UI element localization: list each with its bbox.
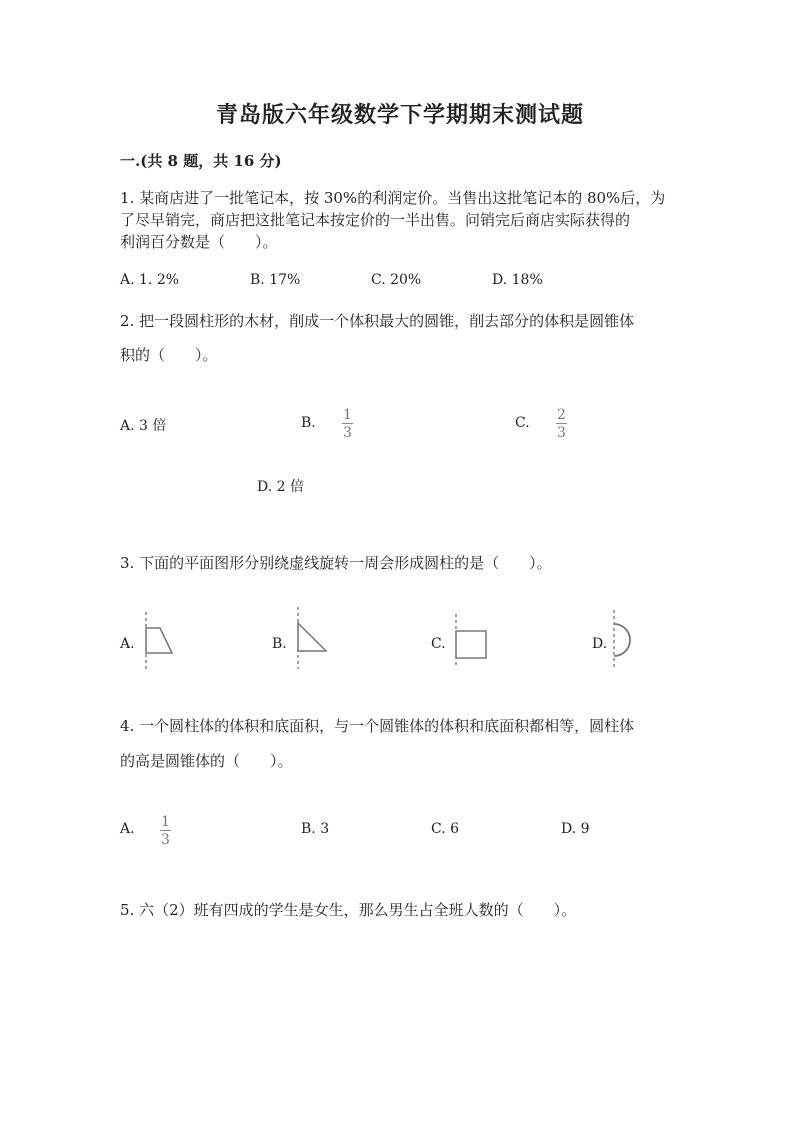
question-4-option-b[interactable]: B. 3 [301, 821, 330, 837]
question-2-option-c[interactable] [515, 415, 530, 431]
fraction-bar [160, 830, 171, 831]
fraction-numerator: 2 [557, 407, 566, 423]
page-title: 青岛版六年级数学下学期期末测试题 [215, 102, 584, 128]
rectangle-figure [450, 612, 490, 670]
question-4-option-c[interactable]: C. 6 [431, 821, 460, 837]
question-3-option-b[interactable]: B. [272, 636, 287, 652]
fraction-bar [556, 423, 567, 424]
question-4-option-a-label: A. [120, 821, 135, 837]
question-4-line-1: 4. 一个圆柱体的体积和底面积，与一个圆锥体的体积和底面积都相等，圆柱体 [120, 717, 635, 735]
question-3-option-a[interactable]: A. [120, 636, 135, 652]
question-4-line-2: 的高是圆锥体的（ ）。 [120, 752, 293, 770]
fraction-denominator: 3 [343, 425, 352, 441]
question-3-line-1: 3. 下面的平面图形分别绕虚线旋转一周会形成圆柱的是（ ）。 [120, 554, 552, 572]
right-triangle-figure [290, 605, 334, 671]
question-1-option-d[interactable]: D. 18% [492, 272, 543, 288]
question-2-option-c-label: C. [515, 415, 530, 431]
fraction-bar [342, 423, 353, 424]
fraction-denominator: 3 [161, 832, 170, 848]
semicircle-figure [608, 608, 642, 672]
fraction-denominator: 3 [557, 425, 566, 441]
question-2-option-b[interactable] [301, 415, 316, 431]
question-1-option-a[interactable]: A. 1. 2% [120, 272, 180, 288]
question-2-option-b-label: B. [301, 415, 316, 431]
question-4-option-a[interactable] [120, 821, 135, 837]
question-1-line-2: 了尽早销完，商店把这批笔记本按定价的一半出售。问销完后商店实际获得的 [120, 211, 631, 229]
question-3-option-d[interactable]: D. [592, 636, 608, 652]
question-2-option-a[interactable]: A. 3 倍 [120, 418, 167, 434]
question-4-option-a-fraction [160, 815, 171, 847]
question-2-line-2: 积的（ ）。 [120, 346, 218, 364]
fraction-numerator: 1 [161, 814, 170, 830]
question-3-option-c[interactable]: C. [431, 636, 446, 652]
question-2-option-c-fraction [556, 408, 567, 440]
question-2-line-1: 2. 把一段圆柱形的木材，削成一个体积最大的圆锥，削去部分的体积是圆锥体 [120, 312, 635, 330]
section-heading: 一.(共 8 题，共 16 分) [120, 152, 282, 170]
question-1-line-1: 1. 某商店进了一批笔记本，按 30%的利润定价。当售出这批笔记本的 80%后，为 [120, 189, 666, 207]
question-1-option-c[interactable]: C. 20% [371, 272, 422, 288]
question-2-option-b-fraction [342, 408, 353, 440]
trapezoid-figure [138, 610, 178, 672]
question-5-line-1: 5. 六（2）班有四成的学生是女生，那么男生占全班人数的（ ）。 [120, 901, 577, 919]
question-1-line-3: 利润百分数是（ ）。 [120, 233, 278, 251]
fraction-numerator: 1 [343, 407, 352, 423]
question-4-option-d[interactable]: D. 9 [561, 821, 590, 837]
question-1-option-b[interactable]: B. 17% [250, 272, 301, 288]
question-2-option-d[interactable]: D. 2 倍 [257, 479, 304, 495]
